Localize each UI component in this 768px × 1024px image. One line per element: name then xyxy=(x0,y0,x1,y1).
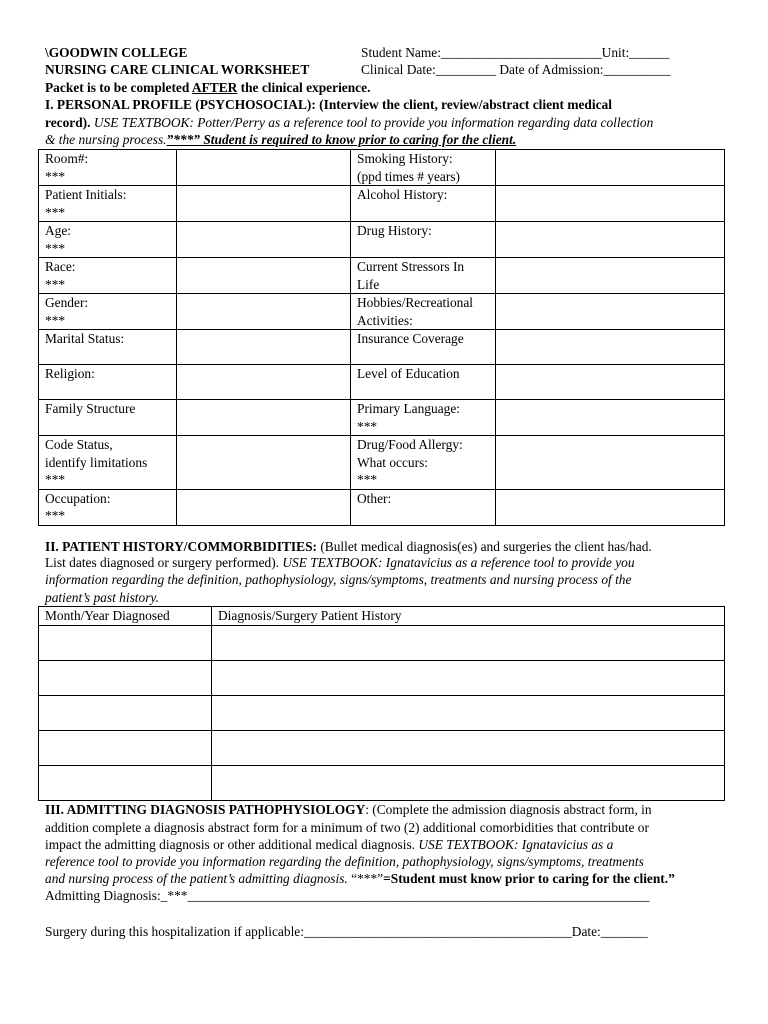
profile-label xyxy=(351,365,496,400)
label-hobbies: Hobbies/Recreational xyxy=(357,295,474,310)
section1-line2 xyxy=(45,114,653,132)
table-row xyxy=(39,695,725,730)
section2-line3: information regarding the definition, pathophysiology, signs/symptoms, treatments and nursing process of the xyxy=(45,572,632,587)
section2-line4: patient’s past history. xyxy=(45,590,159,605)
diagnosis-cell[interactable] xyxy=(212,730,725,765)
section2-line2-plain: List dates diagnosed or surgery performed). xyxy=(45,555,280,570)
profile-value-cell[interactable] xyxy=(496,222,725,258)
required-mark: *** xyxy=(45,240,66,256)
table-row xyxy=(39,489,725,525)
table-row xyxy=(39,365,725,400)
profile-value-cell[interactable] xyxy=(496,186,725,222)
section3-line4: reference tool to provide you information regarding the definition, pathophysiology, signs/symptoms, treatments xyxy=(45,854,644,869)
profile-label xyxy=(351,489,496,525)
profile-label xyxy=(39,436,177,490)
required-mark: *** xyxy=(357,418,378,434)
diagnosis-cell[interactable] xyxy=(212,695,725,730)
required-mark: *** xyxy=(45,508,66,523)
profile-value-cell[interactable] xyxy=(177,330,351,365)
label-code-status: Code Status, xyxy=(45,437,113,452)
table-row xyxy=(39,765,725,800)
column-header: Month/Year Diagnosed xyxy=(39,607,212,626)
label-hobbies-sub: Activities: xyxy=(357,312,413,328)
profile-value-cell[interactable] xyxy=(177,489,351,525)
packet-instruction-after: AFTER xyxy=(191,80,238,95)
section3-line3-italic: USE TEXTBOOK: Ignatavicius as a xyxy=(415,837,614,852)
section3-line5 xyxy=(45,870,675,888)
packet-instruction-pre: Packet is to be completed xyxy=(45,80,192,95)
section1-heading: I. PERSONAL PROFILE (PSYCHOSOCIAL): (Interview the client, review/abstract client medical xyxy=(45,97,612,112)
label-smoking-history: Smoking History: xyxy=(357,151,453,166)
table-row xyxy=(39,150,725,186)
label-gender: Gender: xyxy=(45,295,89,310)
table-row xyxy=(39,222,725,258)
section1-line2-bold: record). xyxy=(45,115,91,130)
section1-line3-bold: ”***” Student is required to know prior to caring for the client. xyxy=(166,132,517,147)
section3-heading xyxy=(45,801,652,819)
section1-line3-italic: & the nursing process. xyxy=(45,132,167,147)
date-cell[interactable] xyxy=(39,695,212,730)
profile-value-cell[interactable] xyxy=(177,400,351,436)
label-primary-language: Primary Language: xyxy=(357,401,460,416)
profile-label xyxy=(351,258,496,294)
label-occupation: Occupation: xyxy=(45,490,111,506)
label-current-stressors: Current Stressors In xyxy=(357,259,465,274)
required-mark: *** xyxy=(45,472,66,487)
personal-profile-table xyxy=(38,149,725,526)
diagnosis-cell[interactable] xyxy=(212,625,725,660)
label-age: Age: xyxy=(45,223,72,238)
profile-value-cell[interactable] xyxy=(177,150,351,186)
required-mark: *** xyxy=(45,312,66,328)
profile-value-cell[interactable] xyxy=(496,489,725,525)
profile-value-cell[interactable] xyxy=(496,436,725,490)
packet-instruction-post: the clinical experience. xyxy=(237,80,371,95)
section3-line3 xyxy=(45,836,613,854)
profile-value-cell[interactable] xyxy=(496,365,725,400)
table-row xyxy=(39,730,725,765)
section3-line3-plain: impact the admitting diagnosis or other additional medical diagnosis. xyxy=(45,837,416,852)
profile-label xyxy=(39,400,177,436)
table-row xyxy=(39,400,725,436)
patient-history-table xyxy=(38,606,725,801)
label-what-occurs: What occurs: xyxy=(357,454,429,470)
section2-line2 xyxy=(45,554,635,572)
section2-line2-italic: USE TEXTBOOK: Ignatavicius as a reference tool to provide you xyxy=(279,555,635,570)
label-family-structure: Family Structure xyxy=(45,401,136,416)
section3-heading-rest: : (Complete the admission diagnosis abstract form, in xyxy=(365,802,652,817)
profile-label xyxy=(39,222,177,258)
section2-heading-bold: II. PATIENT HISTORY/COMMORBIDITIES: xyxy=(45,539,317,554)
table-row xyxy=(39,258,725,294)
label-patient-initials: Patient Initials: xyxy=(45,187,127,202)
date-cell[interactable] xyxy=(39,625,212,660)
table-row xyxy=(39,294,725,330)
surgery-field[interactable]: Surgery during this hospitalization if applicable:________________________________________Date:_______ xyxy=(45,924,648,939)
section3-heading-bold: III. ADMITTING DIAGNOSIS PATHOPHYSIOLOGY xyxy=(45,802,366,817)
profile-label xyxy=(351,186,496,222)
required-mark: *** xyxy=(357,472,378,487)
required-mark: *** xyxy=(45,276,66,292)
label-marital-status: Marital Status: xyxy=(45,331,125,346)
profile-value-cell[interactable] xyxy=(177,365,351,400)
label-smoking-sub: (ppd times # years) xyxy=(357,168,461,184)
profile-value-cell[interactable] xyxy=(496,400,725,436)
required-mark: *** xyxy=(45,204,66,220)
clinical-date-field[interactable]: Clinical Date:_________ Date of Admission:__________ xyxy=(361,62,671,77)
section3-line5-plain: “***” xyxy=(347,871,384,886)
profile-label xyxy=(351,222,496,258)
date-cell[interactable] xyxy=(39,730,212,765)
label-drug-history: Drug History: xyxy=(357,223,432,238)
diagnosis-cell[interactable] xyxy=(212,660,725,695)
label-alcohol-history: Alcohol History: xyxy=(357,187,448,202)
diagnosis-cell[interactable] xyxy=(212,765,725,800)
student-name-field[interactable]: Student Name:________________________Unit:______ xyxy=(361,45,670,60)
profile-label xyxy=(39,294,177,330)
profile-value-cell[interactable] xyxy=(496,150,725,186)
profile-value-cell[interactable] xyxy=(177,294,351,330)
column-header: Diagnosis/Surgery Patient History xyxy=(212,607,725,626)
label-other: Other: xyxy=(357,490,392,506)
date-cell[interactable] xyxy=(39,660,212,695)
label-insurance: Insurance Coverage xyxy=(357,331,464,346)
table-row xyxy=(39,186,725,222)
profile-value-cell[interactable] xyxy=(177,436,351,490)
section3-line5-bold: =Student must know prior to caring for the client.” xyxy=(383,871,675,886)
worksheet-title: NURSING CARE CLINICAL WORKSHEET xyxy=(45,62,310,77)
table-header-row xyxy=(39,607,725,626)
label-stressors-sub: Life xyxy=(357,276,380,292)
profile-label xyxy=(39,330,177,365)
label-room: Room#: xyxy=(45,151,89,166)
profile-label xyxy=(351,436,496,490)
profile-value-cell[interactable] xyxy=(496,294,725,330)
profile-label xyxy=(39,258,177,294)
table-row xyxy=(39,625,725,660)
profile-label xyxy=(351,294,496,330)
profile-label xyxy=(351,400,496,436)
label-education: Level of Education xyxy=(357,366,460,381)
section2-heading-rest: (Bullet medical diagnosis(es) and surgeries the client has/had. xyxy=(316,539,652,554)
profile-value-cell[interactable] xyxy=(177,222,351,258)
table-row xyxy=(39,660,725,695)
profile-value-cell[interactable] xyxy=(496,258,725,294)
date-cell[interactable] xyxy=(39,765,212,800)
profile-label xyxy=(39,150,177,186)
profile-value-cell[interactable] xyxy=(496,330,725,365)
profile-label xyxy=(39,186,177,222)
profile-label xyxy=(351,330,496,365)
label-religion: Religion: xyxy=(45,366,95,381)
section2-heading xyxy=(45,538,652,556)
profile-label xyxy=(39,489,177,525)
label-code-status-sub: identify limitations xyxy=(45,454,148,470)
required-mark: *** xyxy=(45,168,66,184)
college-name: \GOODWIN COLLEGE xyxy=(45,45,188,60)
admitting-diagnosis-field[interactable]: Admitting Diagnosis:_***_____________________________________________________________________ xyxy=(45,888,650,903)
label-race: Race: xyxy=(45,259,76,274)
packet-instruction xyxy=(45,79,370,97)
profile-label xyxy=(39,365,177,400)
profile-label xyxy=(351,150,496,186)
profile-value-cell[interactable] xyxy=(177,258,351,294)
section3-line5-italic: and nursing process of the patient’s admitting diagnosis. xyxy=(45,871,348,886)
table-row xyxy=(39,330,725,365)
table-row xyxy=(39,436,725,490)
label-allergy: Drug/Food Allergy: xyxy=(357,437,463,452)
profile-value-cell[interactable] xyxy=(177,186,351,222)
section1-line2-italic: USE TEXTBOOK: Potter/Perry as a reference tool to provide you information regarding data collection xyxy=(90,115,654,130)
section1-line3 xyxy=(45,131,516,149)
section3-line2: addition complete a diagnosis abstract form for a minimum of two (2) additional comorbidities that contribute or xyxy=(45,820,649,835)
